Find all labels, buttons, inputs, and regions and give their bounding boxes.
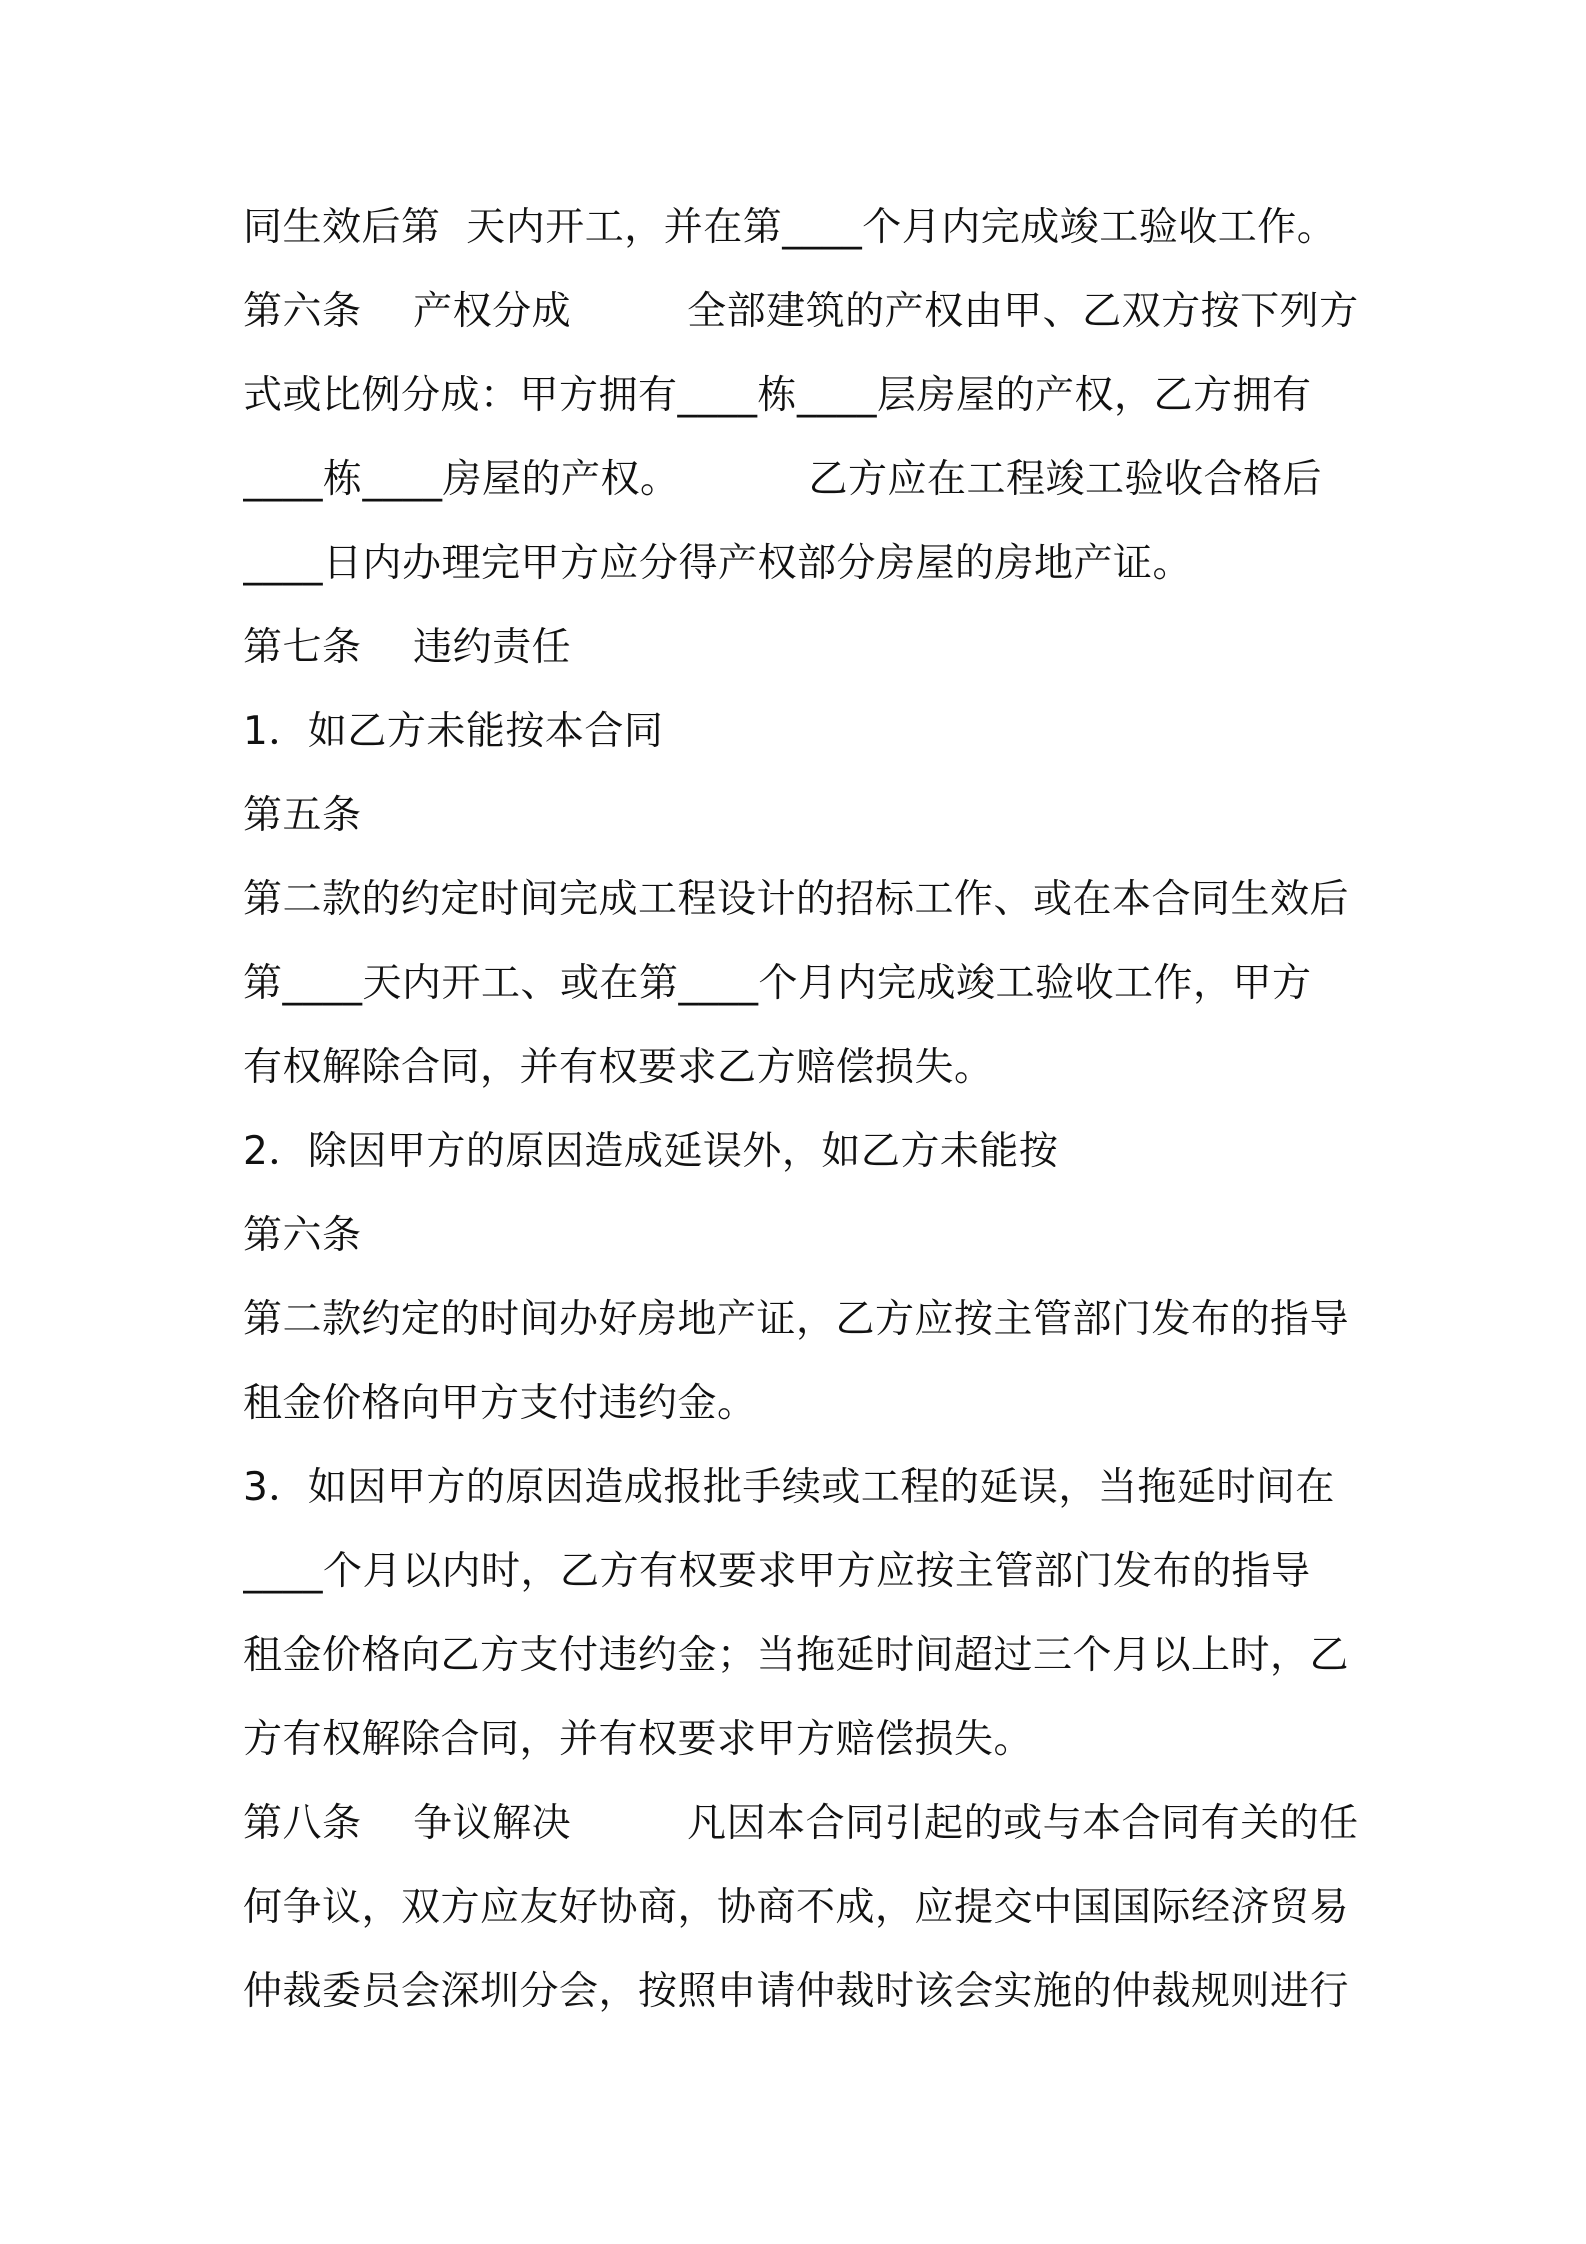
text-line: 第六条 产权分成 全部建筑的产权由甲、乙双方按下列方 [243, 289, 1359, 334]
text-line: 第____天内开工、或在第____个月内完成竣工验收工作，甲方 [243, 961, 1312, 1006]
text-line: 租金价格向乙方支付违约金；当拖延时间超过三个月以上时，乙 [243, 1633, 1350, 1678]
text-line: 方有权解除合同，并有权要求甲方赔偿损失。 [243, 1717, 1034, 1762]
text-line: 第二款的约定时间完成工程设计的招标工作、或在本合同生效后 [243, 877, 1350, 922]
section-heading: 第七条 违约责任 [243, 625, 572, 670]
text-line: ____栋____房屋的产权。 乙方应在工程竣工验收合格后 [243, 457, 1322, 502]
text-line: ____个月以内时，乙方有权要求甲方应按主管部门发布的指导 [243, 1549, 1311, 1594]
text-line: 何争议，双方应友好协商，协商不成，应提交中国国际经济贸易 [243, 1885, 1350, 1930]
text-line: 第六条 [243, 1213, 362, 1258]
text-line: 3．如因甲方的原因造成报批手续或工程的延误，当拖延时间在 [243, 1465, 1335, 1510]
text-line: 第二款约定的时间办好房地产证，乙方应按主管部门发布的指导 [243, 1297, 1350, 1342]
text-line: 式或比例分成：甲方拥有____栋____层房屋的产权，乙方拥有 [243, 373, 1312, 418]
text-line: 有权解除合同，并有权要求乙方赔偿损失。 [243, 1045, 994, 1090]
text-line: 租金价格向甲方支付违约金。 [243, 1381, 757, 1426]
text-line: 同生效后第 天内开工，并在第____个月内完成竣工验收工作。 [243, 205, 1337, 250]
text-line: 第八条 争议解决 凡因本合同引起的或与本合同有关的任 [243, 1801, 1359, 1846]
text-line: 第五条 [243, 793, 362, 838]
text-line: ____日内办理完甲方应分得产权部分房屋的房地产证。 [243, 541, 1193, 586]
text-line: 仲裁委员会深圳分会，按照申请仲裁时该会实施的仲裁规则进行 [243, 1969, 1350, 2014]
text-line: 1．如乙方未能按本合同 [243, 709, 664, 754]
text-line: 2．除因甲方的原因造成延误外，如乙方未能按 [243, 1129, 1059, 1174]
